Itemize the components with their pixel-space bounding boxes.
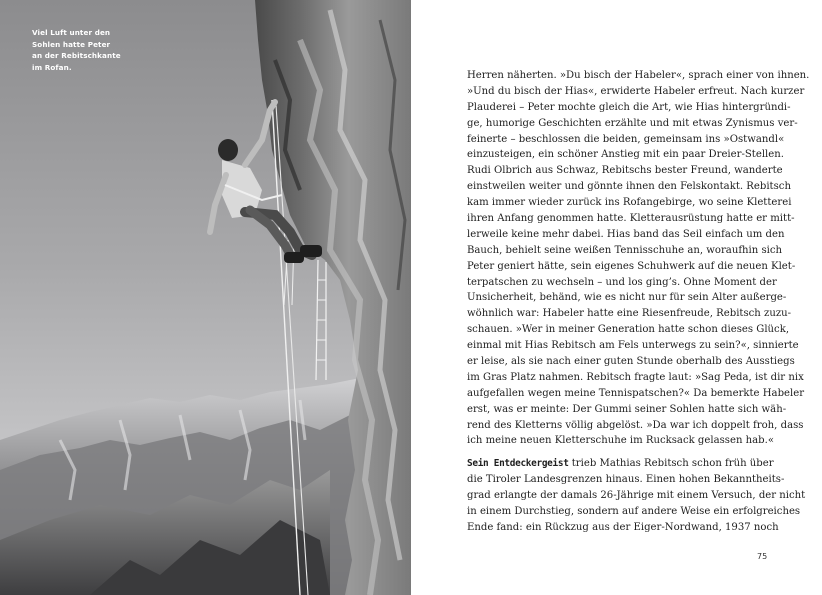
text-line: feinerte – beschlossen die beiden, gemeinsam ins »Ostwandl« <box>467 133 785 145</box>
text-line: im Gras Platz nahmen. Rebitsch fragte laut: »Sag Peda, ist dir nix <box>467 371 804 383</box>
text-line: rend des Kletterns völlig abgelöst. »Da war ich doppelt froh, dass <box>467 419 804 431</box>
lead-in-phrase: Sein Entdeckergeist <box>467 458 569 469</box>
text-line: in einem Durchstieg, sondern auf andere Weise ein erfolgreiches <box>467 505 801 517</box>
text-line: »Und du bisch der Hias«, erwiderte Habeler erfreut. Nach kurzer <box>467 85 805 97</box>
caption-line: Sohlen hatte Peter <box>32 39 111 49</box>
text-line: ich meine neuen Kletterschuhe im Rucksack gelassen hab.« <box>467 435 775 447</box>
text-line: wöhnlich war: Habeler hatte eine Riesenfreude, Rebitsch zuzu- <box>467 308 792 320</box>
caption-line: im Rofan. <box>32 62 72 72</box>
text-line: Unsicherheit, behänd, wie es nicht nur für sein Alter außerge- <box>467 292 787 304</box>
caption-line: Viel Luft unter den <box>32 28 111 37</box>
text-line: lerweile keine mehr dabei. Hias band das Seil einfach um den <box>467 228 785 240</box>
text-line: ge, humorige Geschichten erzählte und mit etwas Zynismus ver- <box>467 117 798 129</box>
text-line: Peter geniert hätte, sein eigenes Schuhwerk auf die neuen Klet- <box>467 260 796 272</box>
text-line: kam immer wieder zurück ins Rofangebirge, wo seine Kletterei <box>467 197 792 209</box>
text-line: einmal mit Hias Rebitsch am Fels unterwegs zu sein?«, sinnierte <box>467 340 799 352</box>
photo-caption <box>32 27 142 73</box>
text-line: Bauch, behielt seine weißen Tennisschuhe an, woraufhin sich <box>467 244 783 256</box>
text-line: Plauderei – Peter mochte gleich die Art, wie Hias hintergründi- <box>467 101 791 113</box>
text-line: die Tiroler Landesgrenzen hinaus. Einen hohen Bekanntheits- <box>467 473 785 485</box>
text-line: aufgefallen wegen meine Tennispatschen?« Da bemerkte Habeler <box>467 387 805 399</box>
text-line: grad erlangte der damals 26-Jährige mit einem Versuch, der nicht <box>467 489 806 501</box>
page-number: 75 <box>757 552 768 561</box>
text-line: Ende fand: ein Rückzug aus der Eiger-Nordwand, 1937 noch <box>467 521 779 533</box>
text-line: einstweilen weiter und gönnte ihnen den Felskontakt. Rebitsch <box>467 181 791 193</box>
text-line: schauen. »Wer in meiner Generation hatte schon dieses Glück, <box>467 324 790 336</box>
text-line-lead <box>467 456 774 472</box>
text-line: er leise, als sie nach einer guten Stunde oberhalb des Ausstiegs <box>467 356 795 368</box>
body-paragraph-2 <box>467 456 806 535</box>
text-line: terpatschen zu wechseln – und los ging’s. Ohne Moment der <box>467 276 777 288</box>
text-page <box>411 0 822 595</box>
caption-line: an der Rebitschkante <box>32 51 121 61</box>
text-line: ihren Anfang genommen hatte. Kletterausrüstung hatte er mitt- <box>467 213 795 225</box>
text-line: Herren näherten. »Du bisch der Habeler«, sprach einer von ihnen. <box>467 70 810 81</box>
text-line: erst, was er meinte: Der Gummi seiner Sohlen hatte sich wäh- <box>467 403 787 415</box>
body-paragraph-1 <box>467 68 810 449</box>
text-line: Rudi Olbrich aus Schwaz, Rebitschs bester Freund, wanderte <box>467 165 783 177</box>
text-line: einzusteigen, ein schöner Anstieg mit ein paar Dreier-Stellen. <box>467 149 784 161</box>
lead-line-rest: trieb Mathias Rebitsch schon früh über <box>568 458 774 469</box>
